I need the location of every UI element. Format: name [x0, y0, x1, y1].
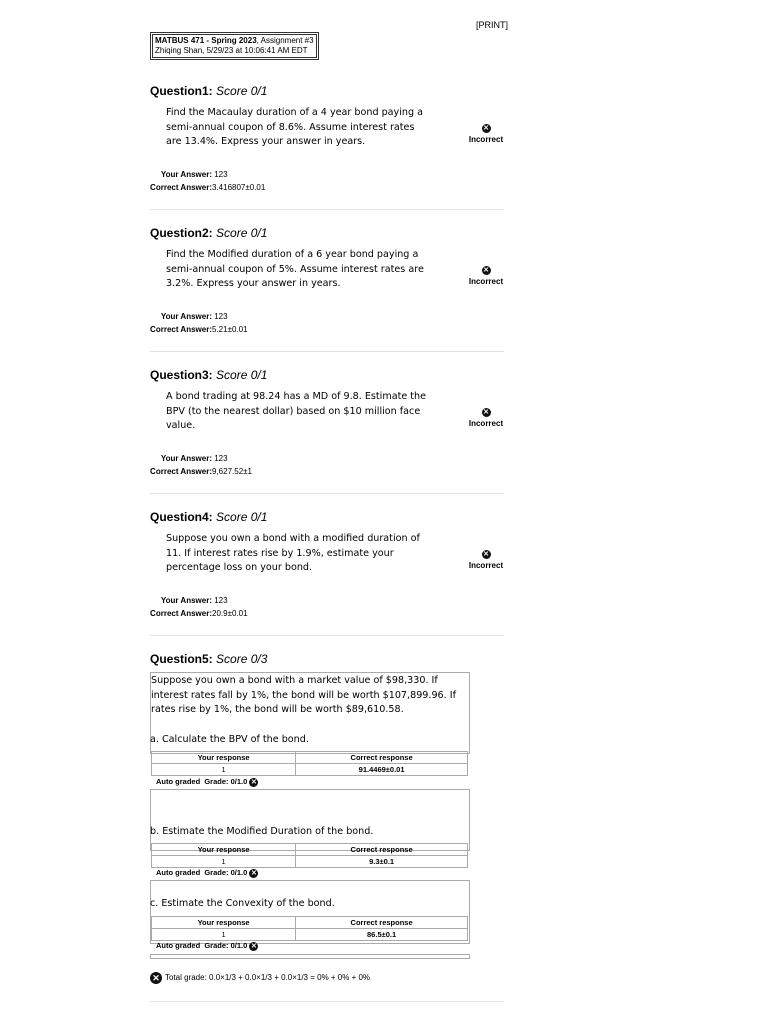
- correct-response-value: 91.4469±0.01: [296, 764, 468, 776]
- question-text: A bond trading at 98.24 has a MD of 9.8. Estimate the BPV (to the nearest dollar) based on $10 million face value.: [166, 391, 427, 431]
- correct-answer-value: 5.21±0.01: [212, 325, 248, 334]
- assignment-header: [150, 32, 319, 60]
- part-c-table: [151, 916, 468, 941]
- correct-response-value: 9.3±0.1: [296, 856, 468, 868]
- divider: [150, 351, 504, 352]
- answer-block: [150, 168, 265, 194]
- incorrect-status: ✕ Incorrect: [468, 125, 504, 144]
- question-score: Score 0/1: [216, 226, 268, 240]
- incorrect-status: ✕ Incorrect: [468, 409, 504, 428]
- x-circle-icon: ✕: [483, 267, 489, 274]
- incorrect-status: ✕ Incorrect: [468, 267, 504, 286]
- question-title: Question3: Score 0/1: [150, 368, 268, 382]
- x-circle-icon: ✕: [250, 942, 257, 950]
- part-a-table: [151, 751, 468, 776]
- answer-block: [150, 452, 252, 478]
- part-a-grade: Auto graded Grade: 0/1.0 ✕: [156, 777, 257, 786]
- divider: [150, 493, 504, 494]
- question-1: [150, 84, 504, 204]
- part-c-prompt: c. Estimate the Convexity of the bond.: [150, 898, 335, 909]
- correct-answer-label: Correct Answer:: [150, 467, 212, 476]
- x-circle-icon: ✕: [483, 125, 489, 132]
- your-answer-value: 123: [214, 312, 228, 321]
- divider: [150, 1001, 504, 1002]
- your-response-header: Your response: [152, 752, 296, 764]
- print-link[interactable]: [PRINT]: [476, 20, 509, 30]
- part-b-grade: Auto graded Grade: 0/1.0 ✕: [156, 868, 257, 877]
- correct-answer-label: Correct Answer:: [150, 609, 212, 618]
- x-circle-icon: ✕: [150, 972, 162, 984]
- assignment-label: , Assignment #3: [256, 36, 314, 45]
- your-response-header: Your response: [152, 844, 296, 856]
- question-score: Score 0/1: [216, 84, 268, 98]
- x-circle-icon: ✕: [483, 409, 489, 416]
- question-title: Question4: Score 0/1: [150, 510, 268, 524]
- divider: [150, 635, 504, 636]
- question-2: [150, 226, 504, 346]
- course-name: MATBUS 471 - Spring 2023: [155, 36, 257, 45]
- correct-answer-label: Correct Answer:: [150, 325, 212, 334]
- answer-block: [150, 594, 248, 620]
- correct-response-header: Correct response: [296, 844, 468, 856]
- your-answer-value: 123: [214, 454, 228, 463]
- correct-answer-value: 20.9±0.01: [212, 609, 248, 618]
- question-title: Question1: Score 0/1: [150, 84, 268, 98]
- your-response-value: 1: [152, 856, 296, 868]
- total-grade: [150, 972, 370, 984]
- your-response-header: Your response: [152, 917, 296, 929]
- your-answer-value: 123: [214, 170, 228, 179]
- your-answer-value: 123: [214, 596, 228, 605]
- question-score: Score 0/1: [216, 510, 268, 524]
- part-end-box: [150, 954, 470, 959]
- x-circle-icon: ✕: [483, 551, 489, 558]
- correct-response-header: Correct response: [296, 917, 468, 929]
- question-3: [150, 368, 504, 488]
- question-text: Suppose you own a bond with a modified duration of 11. If interest rates rise by 1.9%, estimate your percentage loss on your bond.: [166, 533, 420, 573]
- question-4: [150, 510, 504, 630]
- question-score: Score 0/1: [216, 368, 268, 382]
- question-score: Score 0/3: [216, 652, 268, 666]
- correct-answer-value: 3.416807±0.01: [212, 183, 266, 192]
- question-title: Question5: Score 0/3: [150, 652, 268, 666]
- question-text: Suppose you own a bond with a market value of $98,330. If interest rates fall by 1%, the bond will be worth $107,899.96. If rates rise by 1%, the bond will be worth $89,610.58.: [151, 675, 456, 715]
- your-response-value: 1: [152, 764, 296, 776]
- your-response-value: 1: [152, 929, 296, 941]
- part-b-table: [151, 843, 468, 868]
- x-circle-icon: ✕: [250, 869, 257, 877]
- your-answer-label: Your Answer:: [160, 170, 212, 179]
- question-5: [150, 652, 504, 668]
- total-grade-text: Total grade: 0.0×1/3 + 0.0×1/3 + 0.0×1/3 = 0% + 0% + 0%: [165, 973, 371, 983]
- your-answer-label: Your Answer:: [160, 312, 212, 321]
- correct-response-header: Correct response: [296, 752, 468, 764]
- correct-answer-value: 9,627.52±1: [212, 467, 252, 476]
- answer-block: [150, 310, 248, 336]
- incorrect-status: ✕ Incorrect: [468, 551, 504, 570]
- correct-response-value: 86.5±0.1: [296, 929, 468, 941]
- question-title: Question2: Score 0/1: [150, 226, 268, 240]
- part-c-grade: Auto graded Grade: 0/1.0 ✕: [156, 941, 257, 950]
- question-text: Find the Modified duration of a 6 year bond paying a semi-annual coupon of 5%. Assume interest rates are 3.2%. Express your answer in years.: [166, 249, 424, 289]
- correct-answer-label: Correct Answer:: [150, 183, 212, 192]
- part-b-prompt: b. Estimate the Modified Duration of the bond.: [150, 826, 374, 837]
- your-answer-label: Your Answer:: [160, 454, 212, 463]
- x-circle-icon: ✕: [250, 778, 257, 786]
- question-text: Find the Macaulay duration of a 4 year bond paying a semi-annual coupon of 8.6%. Assume interest rates are 13.4%. Express your answer in years.: [166, 107, 424, 147]
- your-answer-label: Your Answer:: [160, 596, 212, 605]
- part-b-box: [150, 789, 470, 851]
- part-a-prompt: a. Calculate the BPV of the bond.: [150, 734, 309, 745]
- divider: [150, 209, 504, 210]
- student-line: Zhiqing Shan, 5/29/23 at 10:06:41 AM EDT: [155, 46, 308, 55]
